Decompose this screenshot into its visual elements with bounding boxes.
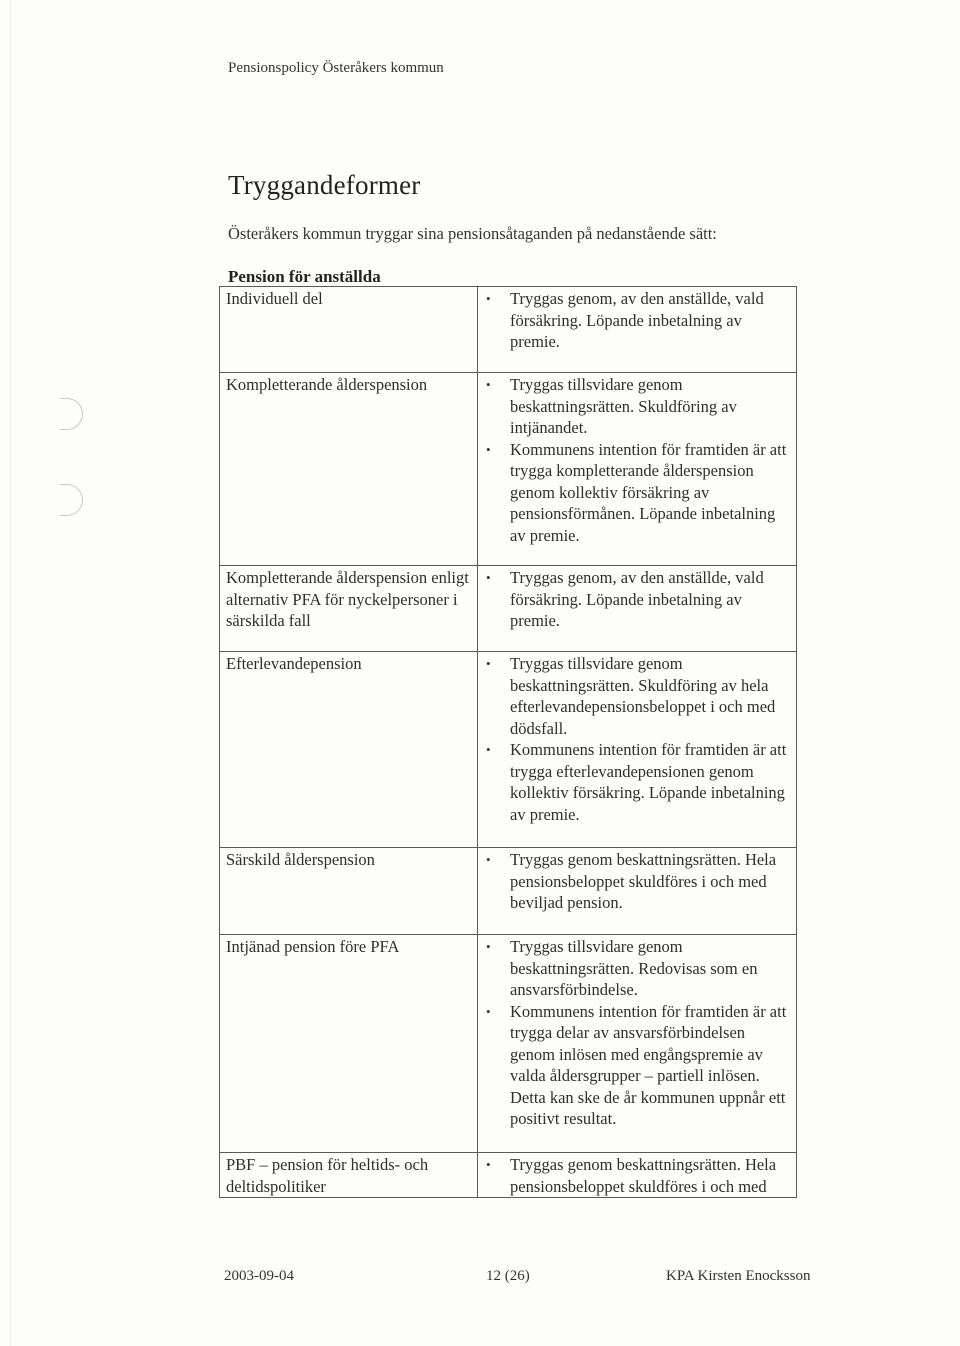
description-cell: [478, 652, 797, 848]
category-cell: Kompletterande ålderspension: [220, 373, 478, 566]
pension-table: [219, 286, 797, 1198]
table-row: [220, 935, 797, 1153]
list-item: • Kommunens intention för framtiden är att trygga kompletterande ålderspension genom kollektiv försäkring av pensionsförmånen. Löpande inbetalning av premie.: [510, 439, 790, 547]
footer-author: KPA Kirsten Enocksson: [666, 1268, 811, 1284]
description-cell: [478, 373, 797, 566]
description-cell: [478, 287, 797, 373]
list-item: • Tryggas tillsvidare genom beskattningsrätten. Redovisas som en ansvarsförbindelse.: [510, 936, 790, 1001]
description-cell: [478, 1153, 797, 1198]
table-row: [220, 1153, 797, 1198]
category-cell: Kompletterande ålderspension enligt alternativ PFA för nyckelpersoner i särskilda fall: [220, 566, 478, 652]
list-item: • Tryggas tillsvidare genom beskattningsrätten. Skuldföring av intjänandet.: [510, 374, 790, 439]
list-item: • Tryggas genom, av den anställde, vald försäkring. Löpande inbetalning av premie.: [510, 288, 790, 353]
footer-page-number: 12 (26): [486, 1268, 530, 1284]
description-cell: [478, 935, 797, 1153]
list-item: • Tryggas tillsvidare genom beskattningsrätten. Skuldföring av hela efterlevandepensionsbeloppet i och med dödsfall.: [510, 653, 790, 739]
page-title: Tryggandeformer: [228, 170, 421, 200]
list-item: • Kommunens intention för framtiden är att trygga delar av ansvarsförbindelsen genom inlösen med engångspremie av valda åldersgrupper – partiell inlösen. Detta kan ske de år kommunen uppnår ett positivt resultat.: [510, 1001, 790, 1130]
table-row: [220, 652, 797, 848]
table-row: [220, 848, 797, 935]
list-item: • Tryggas genom beskattningsrätten. Hela pensionsbeloppet skuldföres i och med: [510, 1154, 790, 1197]
document-header: Pensionspolicy Österåkers kommun: [228, 60, 444, 76]
table-row: [220, 566, 797, 652]
list-item: • Kommunens intention för framtiden är att trygga efterlevandepensionen genom kollektiv försäkring. Löpande inbetalning av premie.: [510, 739, 790, 825]
section-heading: Pension för anställda: [228, 267, 381, 286]
scan-margin-line: [10, 0, 11, 1346]
footer-date: 2003-09-04: [224, 1268, 294, 1284]
table-row: [220, 287, 797, 373]
table-row: [220, 373, 797, 566]
punch-hole-mark: [60, 484, 83, 516]
description-cell: [478, 848, 797, 935]
category-cell: Intjänad pension före PFA: [220, 935, 478, 1153]
intro-text: Österåkers kommun tryggar sina pensionsåtaganden på nedanstående sätt:: [228, 224, 717, 243]
category-cell: Individuell del: [220, 287, 478, 373]
description-cell: [478, 566, 797, 652]
category-cell: Efterlevandepension: [220, 652, 478, 848]
list-item: • Tryggas genom beskattningsrätten. Hela pensionsbeloppet skuldföres i och med beviljad pension.: [510, 849, 790, 914]
category-cell: PBF – pension för heltids- och deltidspolitiker: [220, 1153, 478, 1198]
category-cell: Särskild ålderspension: [220, 848, 478, 935]
list-item: • Tryggas genom, av den anställde, vald försäkring. Löpande inbetalning av premie.: [510, 567, 790, 632]
punch-hole-mark: [60, 398, 83, 430]
